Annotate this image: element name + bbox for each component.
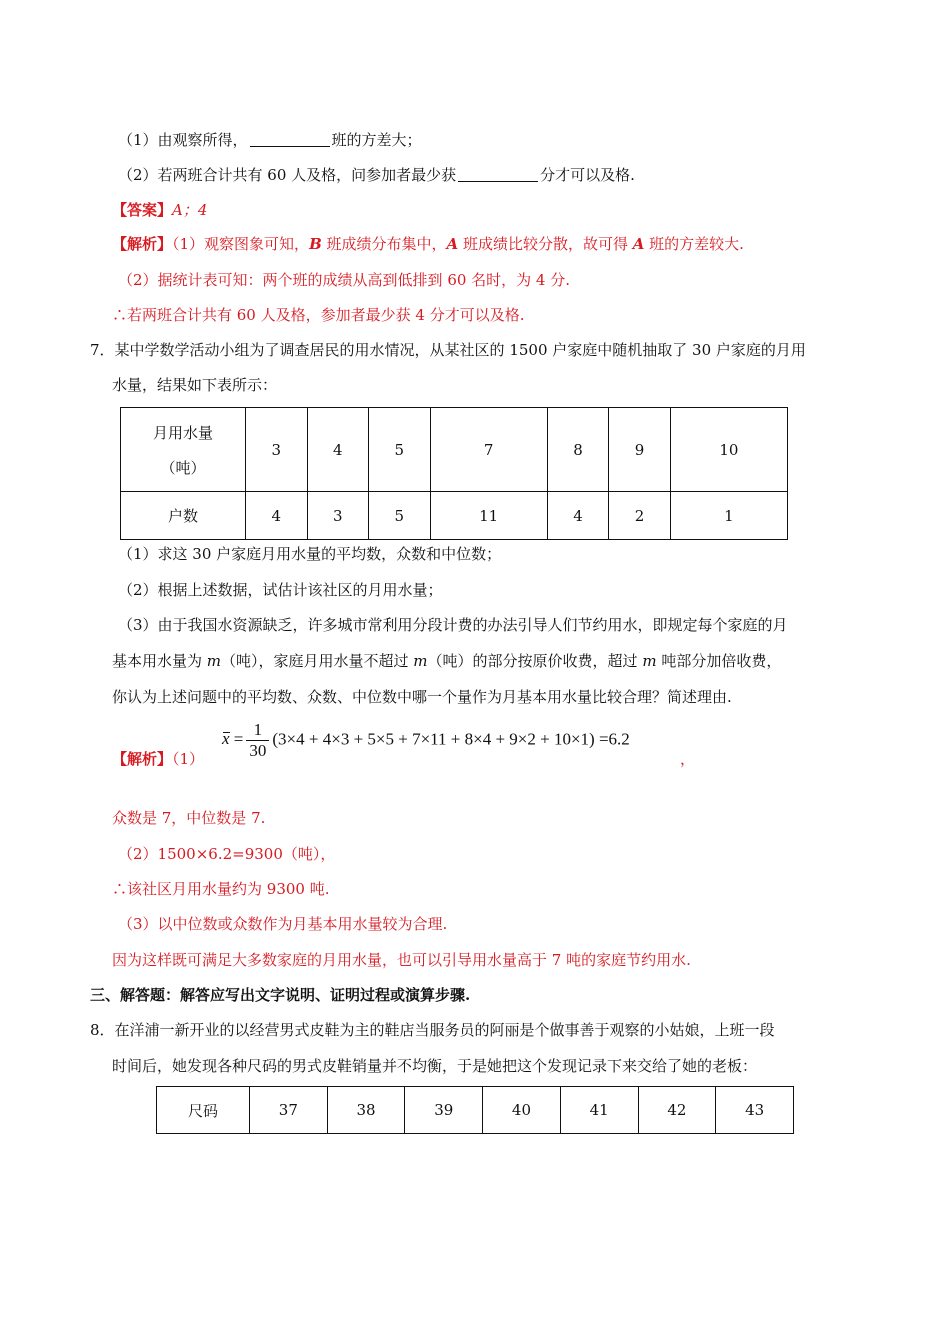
q7-table-cell: 4 — [307, 408, 369, 492]
q7-sub3-var-m: m — [206, 652, 222, 670]
q7-water-table — [120, 407, 788, 540]
q7-formula-fraction — [246, 720, 269, 761]
q7-analysis-label — [112, 749, 204, 769]
q7-analysis-tag: 【解析】 — [112, 750, 173, 768]
q7-table-cell: 4 — [547, 492, 609, 540]
q7-analysis-part: （1） — [172, 750, 205, 768]
q6-sub1 — [118, 130, 422, 150]
section3-title: 三、解答题：解答应写出文字说明、证明过程或演算步骤. — [90, 986, 471, 1004]
q8-stem-line2: 时间后，她发现各种尺码的男式皮鞋销量并不均衡，于是她把这个发现记录下来交给了她的老板： — [112, 1057, 758, 1075]
q7-table-row-usage — [121, 408, 788, 492]
q6-answer-tag: 【答案】 — [112, 201, 173, 219]
q7-sub1: （1）求这 30 户家庭月用水量的平均数，众数和中位数； — [118, 545, 502, 563]
q7-table-cell: 5 — [369, 408, 431, 492]
q7-table-cell: 7 — [430, 408, 547, 492]
q6-analysis-class-a: A — [632, 235, 645, 253]
q6-sub1-blank — [250, 132, 330, 147]
q8-table-cell: 41 — [560, 1087, 638, 1134]
q6-analysis-line1 — [112, 234, 744, 254]
q7-table-cell: 11 — [430, 492, 547, 540]
q7-mean-formula — [222, 720, 630, 761]
q8-table-cell: 39 — [405, 1087, 483, 1134]
q7-table-cell: 2 — [609, 492, 671, 540]
q6-answer — [112, 200, 207, 220]
q7-formula-expr: (3×4 + 4×3 + 5×5 + 7×11 + 8×4 + 9×2 + 10×1) =6.2 — [272, 729, 630, 749]
q6-sub2-pre: （2）若两班合计共有 60 人及格，问参加者最少获 — [118, 166, 457, 184]
q6-sub2-blank — [458, 167, 538, 182]
q6-analysis-line3: ∴若两班合计共有 60 人及格，参加者最少获 4 分才可以及格. — [112, 306, 525, 324]
q7-formula-comma: ， — [680, 750, 696, 768]
q7-table-cell: 9 — [609, 408, 671, 492]
q7-sub3-var-m: m — [413, 652, 428, 670]
q7-table-row-label: 户数 — [121, 492, 246, 540]
q6-sub1-pre: （1）由观察所得， — [118, 131, 248, 149]
q8-table-cell: 40 — [483, 1087, 561, 1134]
q7-analysis-line5: （3）以中位数或众数作为月基本用水量较为合理. — [118, 915, 448, 933]
q7-table-cell: 3 — [246, 408, 308, 492]
q7-sub3-text: 基本用水量为 — [112, 652, 207, 670]
q8-table-row — [157, 1087, 794, 1134]
q8-table-cell: 42 — [638, 1087, 716, 1134]
q6-analysis-tag: 【解析】 — [112, 235, 173, 253]
q6-sub1-post: 班的方差大； — [331, 131, 422, 149]
q8-table-cell: 43 — [716, 1087, 794, 1134]
q7-analysis-line6: 因为这样既可满足大多数家庭的月用水量，也可以引导用水量高于 7 吨的家庭节约用水. — [112, 951, 691, 969]
q6-analysis-text: 班成绩比较分散，故可得 — [458, 235, 633, 253]
q7-formula-denominator: 30 — [249, 741, 267, 760]
q8-table-label: 尺码 — [157, 1087, 250, 1134]
q7-stem-line1: 7．某中学数学活动小组为了调查居民的用水情况，从某社区的 1500 户家庭中随机抽取了 30 户家庭的月用 — [90, 341, 806, 359]
q7-sub3-var-m: m — [642, 652, 657, 670]
q6-sub2 — [118, 165, 635, 185]
q7-sub3-text: 吨部分加倍收费， — [656, 652, 782, 670]
q6-sub2-post: 分才可以及格. — [540, 166, 635, 184]
q7-analysis-line2: 众数是 7，中位数是 7. — [112, 809, 266, 827]
q7-sub3-line1: （3）由于我国水资源缺乏，许多城市常利用分段计费的办法引导人们节约用水，即规定每个家庭的月 — [118, 616, 788, 634]
q7-formula-eq: = — [233, 729, 244, 749]
q6-analysis-line2: （2）据统计表可知：两个班的成绩从高到低排到 60 名时，为 4 分. — [118, 271, 571, 289]
q7-table-header — [121, 408, 246, 492]
q8-size-table — [156, 1086, 794, 1134]
q8-table-cell: 37 — [250, 1087, 328, 1134]
q7-table-cell: 10 — [670, 408, 787, 492]
q7-formula-numerator: 1 — [246, 720, 269, 741]
q7-stem-line2: 水量，结果如下表所示： — [112, 376, 278, 394]
q6-analysis-text: （1）观察图象可知， — [172, 235, 310, 253]
q7-table-cell: 3 — [307, 492, 369, 540]
q8-table-cell: 38 — [327, 1087, 405, 1134]
q6-analysis-text: 班成绩分布集中， — [321, 235, 447, 253]
q7-analysis-line4: ∴该社区月用水量约为 9300 吨. — [112, 880, 330, 898]
q7-sub3-line2 — [112, 651, 781, 671]
q7-table-cell: 8 — [547, 408, 609, 492]
q8-stem-line1: 8．在洋浦一新开业的以经营男式皮鞋为主的鞋店当服务员的阿丽是个做事善于观察的小姑娘，上班一段 — [90, 1021, 775, 1039]
q7-table-cell: 5 — [369, 492, 431, 540]
q7-table-cell: 1 — [670, 492, 787, 540]
q7-sub3-text: （吨），家庭月用水量不超过 — [221, 652, 414, 670]
q7-formula-xbar: x — [222, 729, 230, 749]
q6-answer-text: A；4 — [172, 201, 208, 219]
q7-analysis-line3: （2）1500×6.2=9300（吨）， — [118, 845, 336, 863]
q7-sub3-line3: 你认为上述问题中的平均数、众数、中位数中哪一个量作为月基本用水量比较合理？简述理由. — [112, 688, 732, 706]
q7-sub3-text: （吨）的部分按原价收费，超过 — [427, 652, 643, 670]
q7-table-row-counts — [121, 492, 788, 540]
q7-table-header-label: 月用水量 — [152, 423, 213, 442]
q7-table-header-unit: （吨） — [160, 458, 206, 477]
q6-analysis-class-a: A — [446, 235, 459, 253]
q7-sub2: （2）根据上述数据，试估计该社区的月用水量； — [118, 581, 443, 599]
q6-analysis-class-b: B — [309, 235, 322, 253]
q6-analysis-text: 班的方差较大. — [644, 235, 744, 253]
q7-table-cell: 4 — [246, 492, 308, 540]
